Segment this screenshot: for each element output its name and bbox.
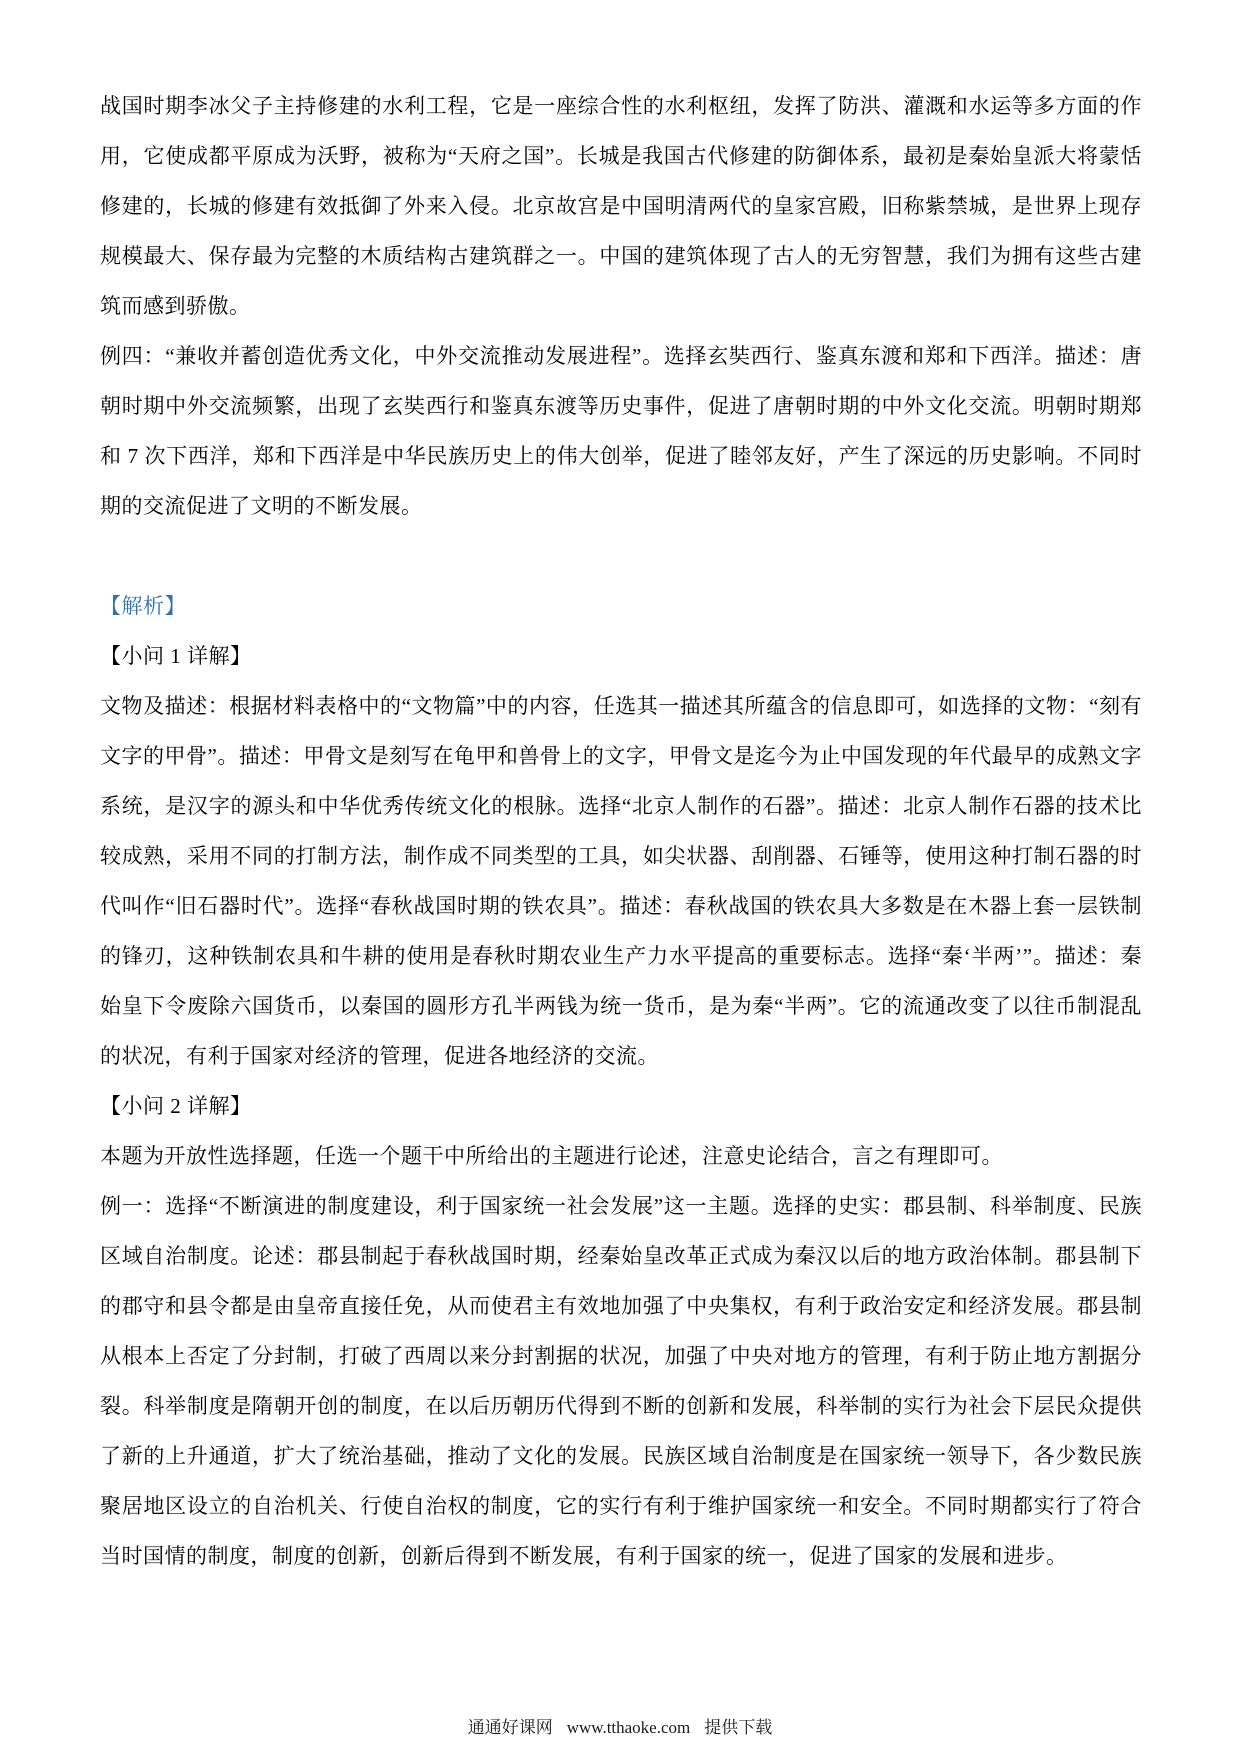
subquestion-2-paragraph-intro: 本题为开放性选择题，任选一个题干中所给出的主题进行论述，注意史论结合，言之有理即可。 — [100, 1144, 1003, 1168]
answer-paragraph-buildings: 战国时期李冰父子主持修建的水利工程，它是一座综合性的水利枢纽，发挥了防洪、灌溉和水运等多方面的作用，它使成都平原成为沃野，被称为“天府之国”。长城是我国古代修建的防御体系，最初是秦始皇派大将蒙恬修建的，长城的修建有效抵御了外来入侵。北京故宫是中国明清两代的皇家宫殿，旧称紫禁城，是世界上现存规模最大、保存最为完整的木质结构古建筑群之一。中国的建筑体现了古人的无穷智慧，我们为拥有这些古建筑而感到骄傲。 — [100, 94, 1142, 318]
subquestion-2-paragraph-example-1: 例一：选择“不断演进的制度建设，利于国家统一社会发展”这一主题。选择的史实：郡县制、科举制度、民族区域自治制度。论述：郡县制起于春秋战国时期，经秦始皇改革正式成为秦汉以后的地方政治体制。郡县制下的郡守和县令都是由皇帝直接任免，从而使君主有效地加强了中央集权，有利于政治安定和经济发展。郡县制从根本上否定了分封制，打破了西周以来分封割据的状况，加强了中央对地方的管理，有利于防止地方割据分裂。科举制度是隋朝开创的制度，在以后历朝历代得到不断的创新和发展，科举制的实行为社会下层民众提供了新的上升通道，扩大了统治基础，推动了文化的发展。民族区域自治制度是在国家统一领导下，各少数民族聚居地区设立的自治机关、行使自治权的制度，它的实行有利于维护国家统一和安全。不同时期都实行了符合当时国情的制度，制度的创新，创新后得到不断发展，有利于国家的统一，促进了国家的发展和进步。 — [100, 1194, 1142, 1568]
footer-url: www.tthaoke.com — [566, 1718, 691, 1737]
page-footer — [0, 1717, 1240, 1739]
footer-site-name: 通通好课网 — [467, 1718, 553, 1737]
answer-paragraph-example-4: 例四：“兼收并蓄创造优秀文化，中外交流推动发展进程”。选择玄奘西行、鉴真东渡和郑和下西洋。描述：唐朝时期中外交流频繁，出现了玄奘西行和鉴真东渡等历史事件，促进了唐朝时期的中外文化交流。明朝时期郑和 7 次下西洋，郑和下西洋是中华民族历史上的伟大创举，促进了睦邻友好，产生了深远的历史影响。不同时期的交流促进了文明的不断发展。 — [100, 344, 1142, 518]
subquestion-2-heading: 【小问 2 详解】 — [100, 1094, 252, 1118]
subquestion-1-heading: 【小问 1 详解】 — [100, 644, 252, 668]
document-body — [100, 81, 1142, 1581]
footer-suffix: 提供下载 — [704, 1718, 773, 1737]
subquestion-1-paragraph: 文物及描述：根据材料表格中的“文物篇”中的内容，任选其一描述其所蕴含的信息即可，如选择的文物：“刻有文字的甲骨”。描述：甲骨文是刻写在龟甲和兽骨上的文字，甲骨文是迄今为止中国发现的年代最早的成熟文字系统，是汉字的源头和中华优秀传统文化的根脉。选择“北京人制作的石器”。描述：北京人制作石器的技术比较成熟，采用不同的打制方法，制作成不同类型的工具，如尖状器、刮削器、石锤等，使用这种打制石器的时代叫作“旧石器时代”。选择“春秋战国时期的铁农具”。描述：春秋战国的铁农具大多数是在木器上套一层铁制的锋刃，这种铁制农具和牛耕的使用是春秋时期农业生产力水平提高的重要标志。选择“秦‘半两’”。描述：秦始皇下令废除六国货币，以秦国的圆形方孔半两钱为统一货币，是为秦“半两”。它的流通改变了以往币制混乱的状况，有利于国家对经济的管理，促进各地经济的交流。 — [100, 694, 1142, 1068]
analysis-heading: 【解析】 — [100, 594, 186, 618]
